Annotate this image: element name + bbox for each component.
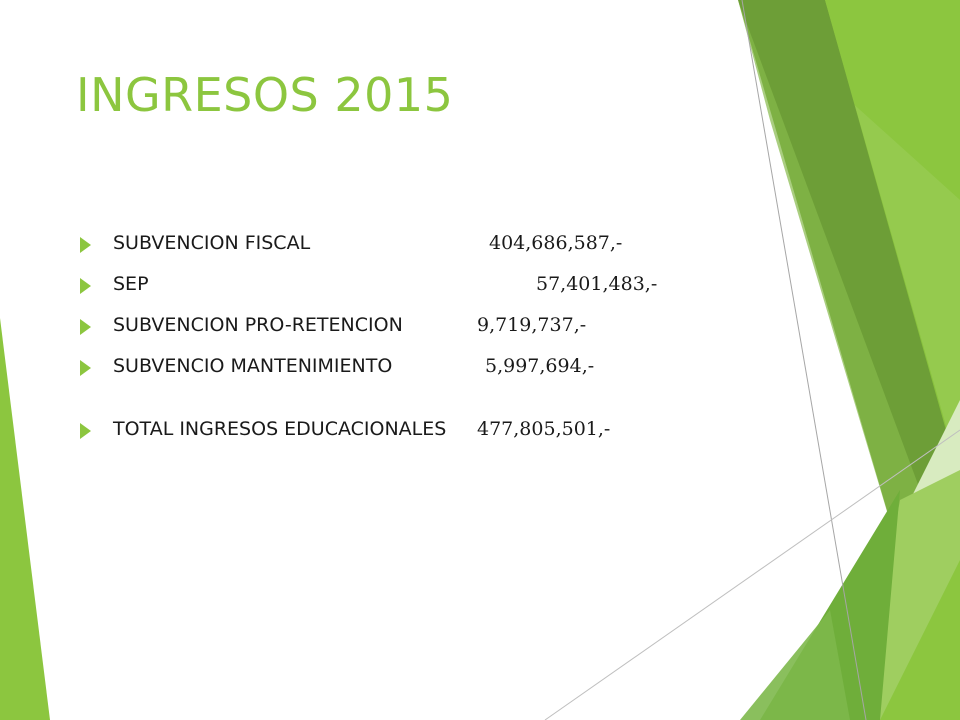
item-label: SUBVENCIO MANTENIMIENTO (113, 355, 393, 377)
total-amount: 477,805,501,- (477, 418, 611, 440)
triangle-right-icon (80, 423, 91, 439)
slide-title: INGRESOS 2015 (76, 68, 454, 122)
item-label: SUBVENCION PRO-RETENCION (113, 314, 403, 336)
triangle-right-icon (80, 319, 91, 335)
item-label: SEP (113, 273, 149, 295)
total-label: TOTAL INGRESOS EDUCACIONALES (113, 418, 447, 440)
item-amount: 57,401,483,- (536, 273, 658, 295)
item-amount: 5,997,694,- (485, 355, 595, 377)
item-amount: 9,719,737,- (477, 314, 587, 336)
triangle-right-icon (80, 237, 91, 253)
triangle-right-icon (80, 278, 91, 294)
triangle-right-icon (80, 360, 91, 376)
item-amount: 404,686,587,- (489, 232, 623, 254)
item-label: SUBVENCION FISCAL (113, 232, 311, 254)
